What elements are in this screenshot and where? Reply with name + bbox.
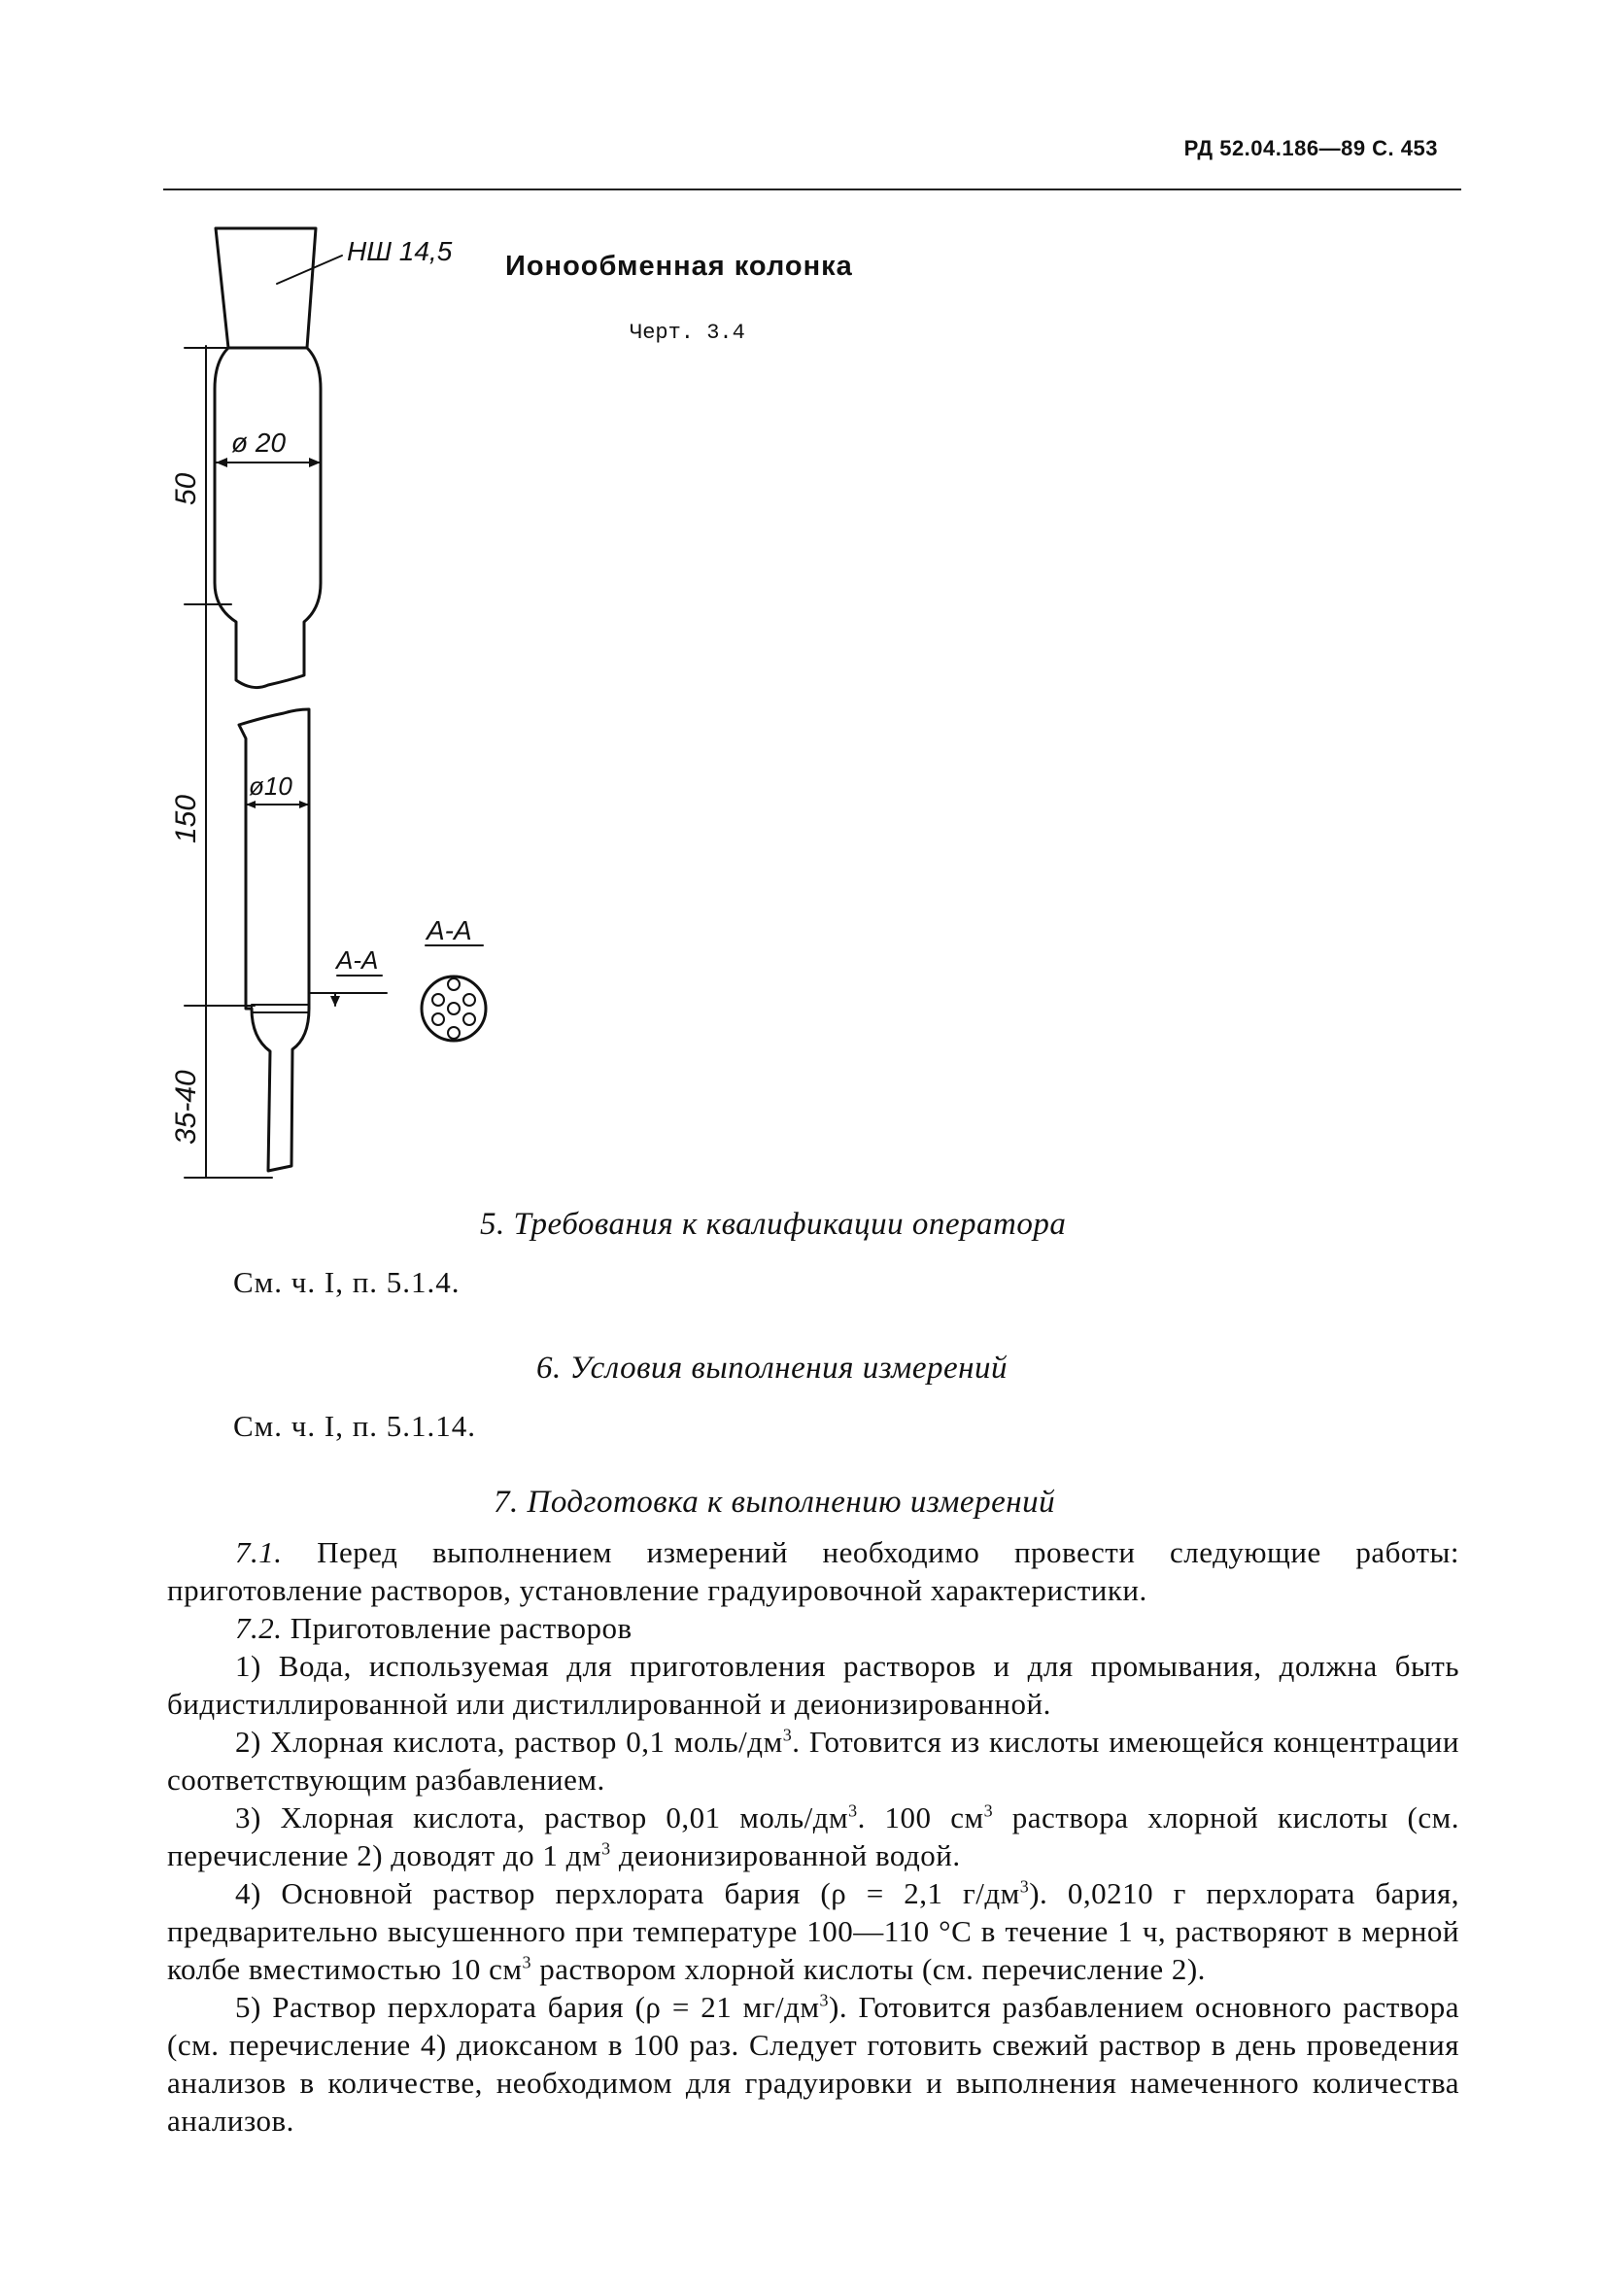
section-6-heading: 6. Условия выполнения измерений: [536, 1351, 1009, 1386]
paragraph-7-1: 7.1. Перед выполнением измерений необходимо провести следующие работы: приготовление растворов, установление градуировочной характеристики.: [167, 1535, 1459, 1607]
dim-middle-label: 150: [170, 794, 202, 843]
dim-lower-label: 35-40: [170, 1070, 202, 1145]
section-cut-mark: [309, 993, 387, 1006]
section-mark-label: А-А: [336, 945, 379, 975]
joint-cone: [216, 228, 316, 348]
cross-section-circle: [422, 977, 486, 1041]
list-item-1: 1) Вода, используемая для приготовления растворов и для промывания, должна быть бидистиллированной или дистиллированной и деионизированной.: [167, 1649, 1459, 1721]
section-7-body: [167, 1533, 1459, 2140]
list-item-5: 5) Раствор перхлората бария (ρ = 21 $мг/дм^3$). Готовится разбавлением основного раствора (см. перечисление 4) диоксаном в 100 раз. Следует готовить свежий раствор в день проведения анализов в количестве, необходимом для градуировки и выполнения намеченного количества анализов.: [167, 1990, 1459, 2138]
upper-tube: [215, 348, 321, 688]
section-5-heading: 5. Требования к квалификации оператора: [480, 1207, 1067, 1242]
paragraph-7-2: 7.2. Приготовление растворов: [235, 1611, 633, 1645]
figure-caption: Черт. 3.4: [630, 321, 745, 345]
dim-upper-label: 50: [170, 472, 202, 505]
joint-leader: [277, 256, 342, 284]
joint-label: НШ 14,5: [347, 236, 453, 266]
section-title-label: А-А: [427, 915, 472, 945]
section-5-ref: См. ч. I, п. 5.1.4.: [233, 1265, 461, 1299]
list-item-2: 2) Хлорная кислота, раствор 0,1 моль/$дм^3$. Готовится из кислоты имеющейся концентрации соответствующим разбавлением.: [167, 1725, 1459, 1797]
filter-plate: [252, 1005, 309, 1012]
list-item-3: 3) Хлорная кислота, раствор 0,01 моль/$дм^3$. 100 $см^3$ раствора хлорной кислоты (см. перечисление 2) доводят до 1 $дм^3$ деионизированной водой.: [167, 1800, 1459, 1872]
dia-lower-label: ø10: [249, 771, 292, 801]
page-header: РД 52.04.186—89 С. 453: [1183, 136, 1438, 160]
ion-exchange-column-drawing: [146, 214, 534, 1185]
list-item-4: 4) Основной раствор перхлората бария (ρ = 2,1 $г/дм^3$). 0,0210 г перхлората бария, предварительно высушенного при температуре 100—110 °С в течение 1 ч, растворяют в мерной колбе вместимостью 10 $см^3$ раствором хлорной кислоты (см. перечисление 2).: [167, 1876, 1459, 1986]
dia-upper-label: ø 20: [231, 428, 287, 458]
section-6-ref: См. ч. I, п. 5.1.14.: [233, 1409, 477, 1443]
header-rule: [163, 188, 1461, 190]
section-7-heading: 7. Подготовка к выполнению измерений: [494, 1485, 1056, 1520]
figure-title: Ионообменная колонка: [505, 251, 853, 282]
